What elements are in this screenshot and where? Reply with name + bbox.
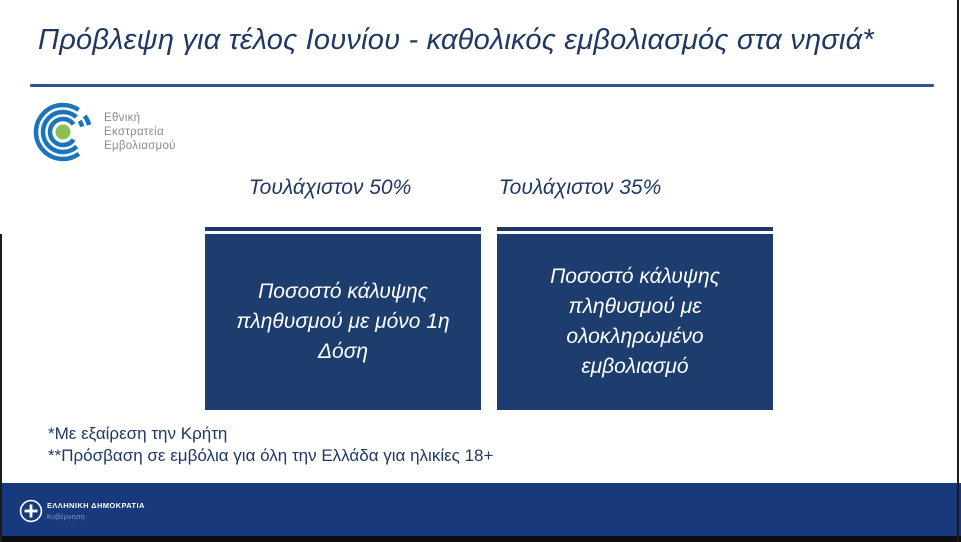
campaign-logo-line: Εκστρατεία <box>104 126 164 138</box>
government-footer-bar <box>0 483 961 542</box>
campaign-logo-line: Εμβολιασμού <box>104 140 176 152</box>
info-box-first-dose <box>205 227 481 410</box>
bottom-dark-strip <box>0 536 961 542</box>
government-label: Κυβέρνηση <box>47 514 85 521</box>
footnote-vaccine-access: **Πρόσβαση σε εμβόλια για όλη την Ελλάδα για ηλικίες 18+ <box>48 446 494 465</box>
government-footer-text <box>47 501 145 521</box>
hellenic-republic-label: ΕΛΛΗΝΙΚΗ ΔΗΜΟΚΡΑΤΙΑ <box>47 501 145 510</box>
left-edge-line <box>0 234 2 542</box>
info-box-first-dose-text: Ποσοστό κάλυψης πληθυσμού με μόνο 1η Δόση <box>205 234 481 410</box>
slide-title: Πρόβλεψη για τέλος Ιουνίου - καθολικός εμβολιασμός στα νησιά* <box>38 24 874 56</box>
footnotes <box>48 423 493 467</box>
hellenic-republic-emblem-icon <box>19 499 43 523</box>
footnote-crete-exception: *Με εξαίρεση την Κρήτη <box>48 424 228 443</box>
column-header-full-vaccination: Τουλάχιστον 35% <box>498 176 662 199</box>
column-header-first-dose: Τουλάχιστον 50% <box>248 176 412 199</box>
info-box-full-vaccination-text: Ποσοστό κάλυψης πληθυσμού με ολοκληρωμένο εμβολιασμό <box>497 234 773 410</box>
right-edge-line <box>957 0 959 542</box>
info-box-full-vaccination <box>497 227 773 410</box>
vaccination-campaign-logo-icon <box>33 100 97 164</box>
campaign-logo-line: Εθνική <box>104 112 141 124</box>
title-divider <box>30 84 934 87</box>
campaign-logo-wordmark <box>104 111 176 153</box>
